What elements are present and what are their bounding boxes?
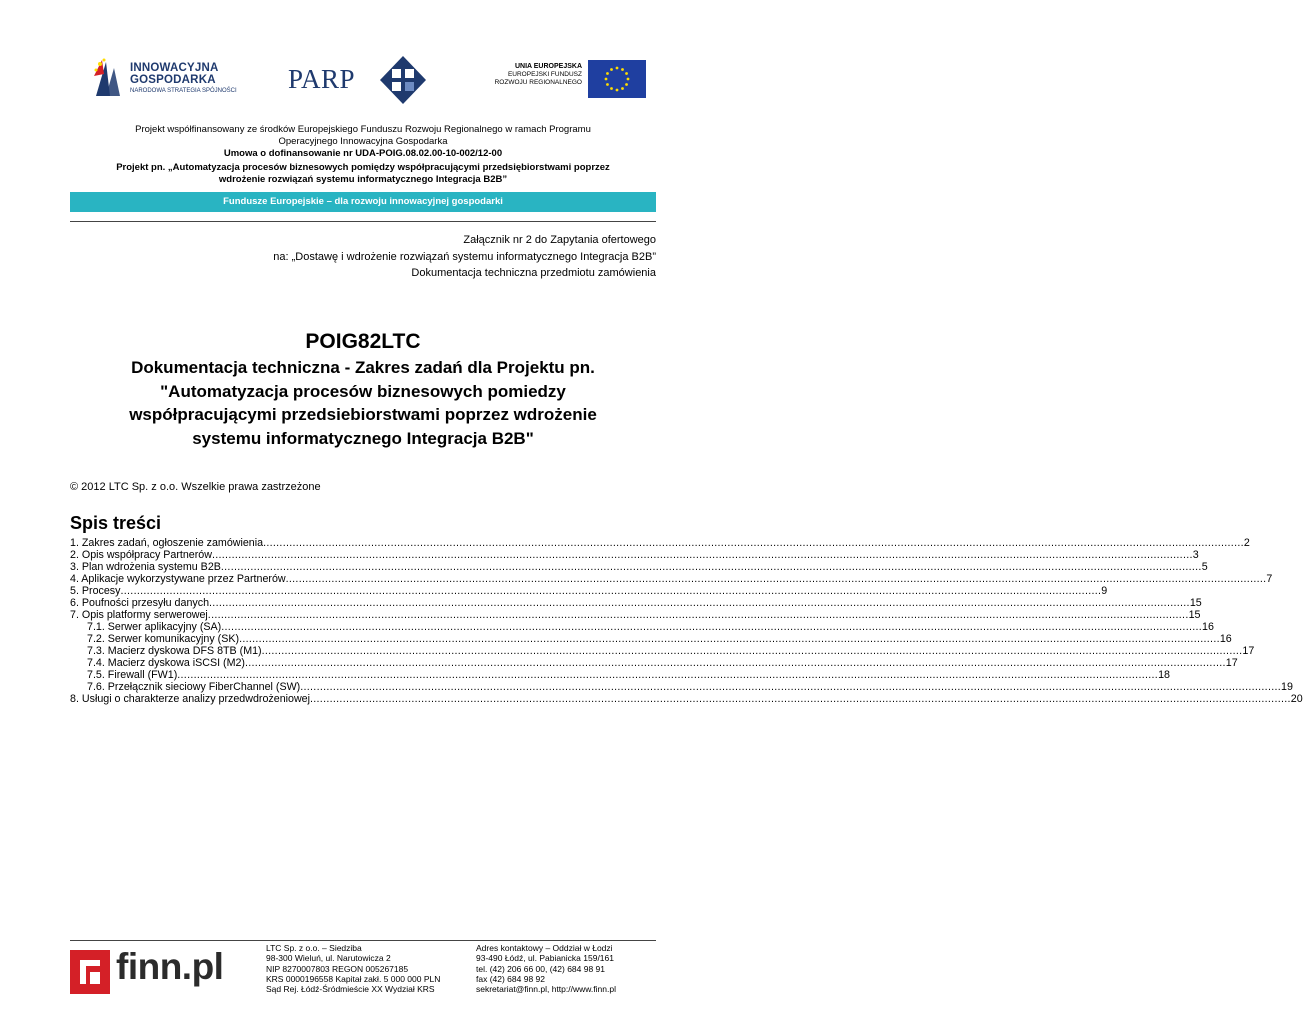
eu-logo-line3: ROZWOJU REGIONALNEGO: [494, 79, 582, 86]
toc-item-page: 19: [1281, 681, 1293, 693]
attachment-line2: na: „Dostawę i wdrożenie rozwiązań systemu informatycznego Integracja B2B”: [273, 250, 656, 263]
footer-right-line: Adres kontaktowy – Oddział w Łodzi: [476, 943, 613, 953]
table-of-contents: [70, 537, 1303, 705]
finn-logo-text: finn.pl: [116, 946, 224, 987]
toc-item-title: 1. Zakres zadań, ogłoszenie zamówienia: [70, 537, 264, 549]
toc-item-title: 8. Usługi o charakterze analizy przedwdrożeniowej: [70, 693, 310, 705]
toc-leader: ............................................................................................................................................................................................................................................................................................................: [300, 681, 1282, 693]
footer-company-info: [266, 943, 440, 994]
toc-item-title: 7. Opis platformy serwerowej: [70, 609, 208, 621]
footer-right-line: 93-490 Łódź, ul. Pabianicka 159/161: [476, 953, 614, 964]
toc-leader: ............................................................................................................................................................................................................................................................................................................: [263, 537, 1244, 549]
subtitle-line2: "Automatyzacja procesów biznesowych pomiedzy: [160, 381, 566, 401]
footer-contact-info: [476, 943, 616, 994]
project-line1: Projekt współfinansowany ze środków Europejskiego Funduszu Rozwoju Regionalnego w ramach Programu: [135, 124, 591, 135]
toc-item[interactable]: [70, 609, 1201, 621]
toc-subitem[interactable]: [70, 681, 1293, 693]
footer-divider: [70, 940, 656, 941]
toc-item[interactable]: [70, 573, 1273, 585]
toc-leader: ............................................................................................................................................................................................................................................................................................................: [209, 597, 1190, 609]
footer-left-line: Sąd Rej. Łódź-Śródmieście XX Wydział KRS: [266, 984, 435, 995]
finn-emblem-icon: [70, 950, 110, 994]
footer-left-line: LTC Sp. z o.o. – Siedziba: [266, 943, 362, 953]
toc-item-title: 4. Aplikacje wykorzystywane przez Partnerów: [70, 573, 286, 585]
footer-right-line: tel. (42) 206 66 00, (42) 684 98 91: [476, 963, 606, 974]
header-divider: [70, 221, 656, 222]
toc-item-title: 7.1. Serwer aplikacyjny (SA): [87, 621, 222, 633]
toc-leader: ............................................................................................................................................................................................................................................................................................................: [310, 693, 1291, 705]
toc-leader: ............................................................................................................................................................................................................................................................................................................: [207, 609, 1189, 621]
subtitle-line1: Dokumentacja techniczna - Zakres zadań dla Projektu pn.: [131, 358, 595, 377]
eu-logo: [488, 60, 646, 100]
toc-leader: ............................................................................................................................................................................................................................................................................................................: [220, 561, 1202, 573]
parp-emblem-icon: [378, 54, 428, 106]
parp-logo: [288, 54, 428, 106]
subtitle-line4: systemu informatycznego Integracja B2B": [192, 428, 534, 448]
toc-item-page: 5: [1201, 561, 1208, 573]
toc-item-page: 7: [1266, 573, 1273, 585]
eu-star-icon: [621, 87, 624, 90]
toc-item-page: 9: [1101, 585, 1108, 597]
toc-subitem[interactable]: [70, 633, 1232, 645]
toc-item[interactable]: [70, 561, 1208, 573]
eu-logo-line1: UNIA EUROPEJSKA: [514, 63, 582, 70]
eu-star-icon: [606, 72, 609, 75]
toc-subitem[interactable]: [70, 645, 1255, 657]
eu-star-icon: [610, 87, 613, 90]
toc-item[interactable]: [70, 597, 1202, 609]
toc-item-page: 15: [1188, 609, 1201, 621]
toc-item-title: 2. Opis współpracy Partnerów: [70, 549, 212, 561]
toc-leader: ............................................................................................................................................................................................................................................................................................................: [261, 645, 1243, 657]
toc-item-page: 20: [1290, 693, 1303, 705]
project-contract: Umowa o dofinansowanie nr UDA-POIG.08.02.00-10-002/12-00: [223, 148, 503, 159]
toc-item[interactable]: [70, 585, 1108, 597]
toc-leader: ............................................................................................................................................................................................................................................................................................................: [244, 657, 1226, 669]
toc-item-page: 17: [1242, 645, 1255, 657]
footer-left-line: NIP 8270007803 REGON 005267185: [266, 963, 409, 974]
toc-leader: ............................................................................................................................................................................................................................................................................................................: [239, 633, 1220, 645]
eu-star-icon: [610, 68, 613, 71]
toc-item-page: 3: [1192, 549, 1199, 561]
attachment-info: [200, 232, 656, 282]
copyright-notice: © 2012 LTC Sp. z o.o. Wszelkie prawa zastrzeżone: [70, 481, 321, 493]
toc-item-title: 7.3. Macierz dyskowa DFS 8TB (M1): [87, 645, 262, 657]
toc-item-title: 7.4. Macierz dyskowa iSCSI (M2): [87, 657, 245, 669]
toc-item-title: 7.2. Serwer komunikacyjny (SK): [87, 633, 240, 645]
toc-item-title: 5. Procesy: [70, 585, 121, 597]
toc-item-title: 7.5. Firewall (FW1): [87, 669, 178, 681]
project-line2: Operacyjnego Innowacyjna Gospodarka: [278, 136, 448, 147]
eu-funds-banner: Fundusze Europejskie – dla rozwoju innowacyjnej gospodarki: [70, 192, 656, 212]
eu-logo-line2: EUROPEJSKI FUNDUSZ: [507, 71, 582, 78]
toc-leader: ............................................................................................................................................................................................................................................................................................................: [177, 669, 1159, 681]
footer-left-line: KRS 0000196558 Kapitał zakł. 5 000 000 PLN: [266, 973, 441, 984]
toc-heading: Spis treści: [70, 513, 162, 533]
ig-logo-line2: GOSPODARKA: [130, 74, 216, 86]
toc-subitem[interactable]: [70, 621, 1214, 633]
eu-star-icon: [616, 67, 619, 70]
eu-star-icon: [606, 83, 609, 86]
toc-item-title: 7.6. Przełącznik sieciowy FiberChannel (SW): [87, 681, 301, 693]
toc-item-page: 17: [1225, 657, 1238, 669]
document-subtitle: [70, 356, 656, 450]
eu-star-icon: [627, 78, 630, 81]
innowacyjna-gospodarka-logo: [92, 56, 242, 102]
toc-item-title: 6. Poufności przesyłu danych: [70, 597, 210, 609]
toc-item[interactable]: [70, 693, 1303, 705]
toc-leader: ............................................................................................................................................................................................................................................................................................................: [120, 585, 1102, 597]
toc-item-page: 16: [1202, 621, 1214, 633]
toc-leader: ............................................................................................................................................................................................................................................................................................................: [285, 573, 1267, 585]
toc-item-page: 15: [1189, 597, 1202, 609]
finn-logo: [70, 946, 230, 996]
toc-subitem[interactable]: [70, 669, 1170, 681]
toc-leader: ............................................................................................................................................................................................................................................................................................................: [211, 549, 1193, 561]
eu-star-icon: [625, 83, 628, 86]
document-title: POIG82LTC: [305, 330, 421, 353]
toc-item-page: 16: [1219, 633, 1232, 645]
project-info: [70, 124, 656, 186]
ig-logo-line3: NARODOWA STRATEGIA SPÓJNOŚCI: [130, 88, 237, 94]
eu-star-icon: [605, 78, 608, 81]
ig-logo-line1: INNOWACYJNA: [130, 62, 219, 74]
toc-item[interactable]: [70, 549, 1199, 561]
innowacyjna-gospodarka-emblem-icon: [92, 56, 128, 100]
toc-item-title: 3. Plan wdrożenia systemu B2B: [70, 561, 221, 573]
parp-logo-text: PARP: [288, 64, 356, 94]
project-name-line2: wdrożenie rozwiązań systemu informatycznego Integracja B2B”: [218, 174, 508, 185]
eu-star-icon: [621, 68, 624, 71]
eu-star-icon: [625, 72, 628, 75]
toc-leader: ............................................................................................................................................................................................................................................................................................................: [221, 621, 1203, 633]
subtitle-line3: współpracującymi przedsiebiorstwami poprzez wdrożenie: [129, 405, 597, 424]
eu-flag-icon: [588, 60, 646, 98]
attachment-line1: Załącznik nr 2 do Zapytania ofertowego: [463, 234, 656, 246]
toc-item-page: 2: [1243, 537, 1250, 549]
footer-right-line: fax (42) 684 98 92: [476, 973, 545, 984]
eu-star-icon: [616, 89, 619, 92]
toc-subitem[interactable]: [70, 657, 1238, 669]
attachment-line3: Dokumentacja techniczna przedmiotu zamówienia: [411, 267, 656, 279]
toc-item[interactable]: [70, 537, 1250, 549]
footer-right-line[interactable]: sekretariat@finn.pl, http://www.finn.pl: [476, 984, 616, 995]
footer-left-line: 98-300 Wieluń, ul. Narutowicza 2: [266, 953, 391, 964]
project-name-line1: Projekt pn. „Automatyzacja procesów biznesowych pomiędzy współpracującymi przedsiębiorstwami poprzez: [116, 162, 610, 173]
toc-item-page: 18: [1158, 669, 1170, 681]
